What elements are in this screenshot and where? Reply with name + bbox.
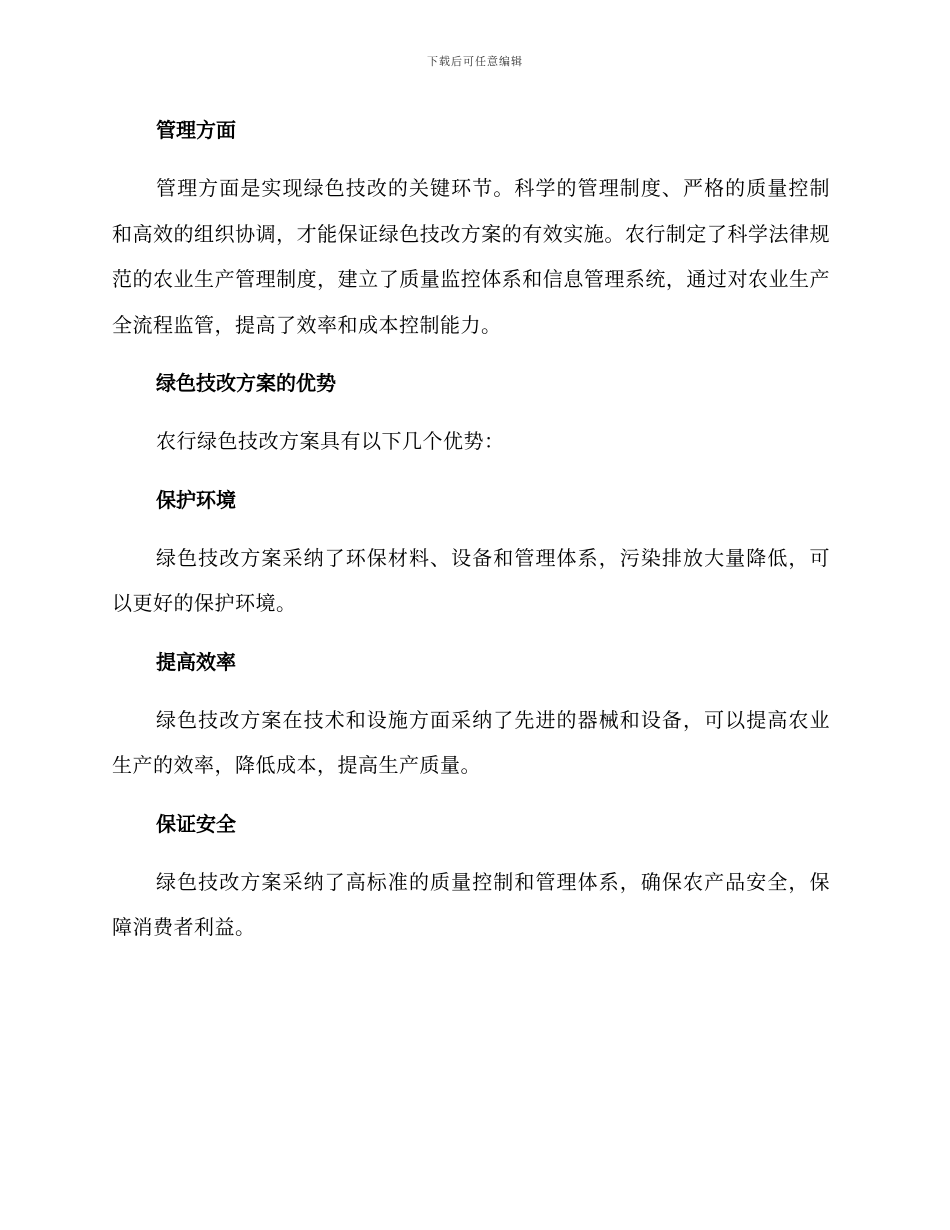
section-paragraph-advantages: 农行绿色技改方案具有以下几个优势： <box>156 429 505 453</box>
section-heading-advantages: 绿色技改方案的优势 <box>156 371 336 395</box>
section-heading-safety: 保证安全 <box>156 811 236 836</box>
section-paragraph-efficiency: 绿色技改方案在技术和设施方面采纳了先进的器械和设备，可以提高农业生产的效率，降低成本，提高生产质量。 <box>112 707 830 777</box>
section-paragraph-environment: 绿色技改方案采纳了环保材料、设备和管理体系，污染排放大量降低，可以更好的保护环境。 <box>112 545 830 615</box>
page-header: 下载后可任意编辑 <box>427 55 523 68</box>
section-paragraph-management: 管理方面是实现绿色技改的关键环节。科学的管理制度、严格的质量控制和高效的组织协调，才能保证绿色技改方案的有效实施。农行制定了科学法律规范的农业生产管理制度，建立了质量监控体系和信息管理系统，通过对农业生产全流程监管，提高了效率和成本控制能力。 <box>112 176 830 337</box>
section-heading-efficiency: 提高效率 <box>156 649 236 674</box>
section-paragraph-safety: 绿色技改方案采纳了高标准的质量控制和管理体系，确保农产品安全，保障消费者利益。 <box>112 869 830 939</box>
section-heading-environment: 保护环境 <box>156 487 236 512</box>
document-body <box>112 108 830 964</box>
section-heading-management: 管理方面 <box>156 118 236 142</box>
